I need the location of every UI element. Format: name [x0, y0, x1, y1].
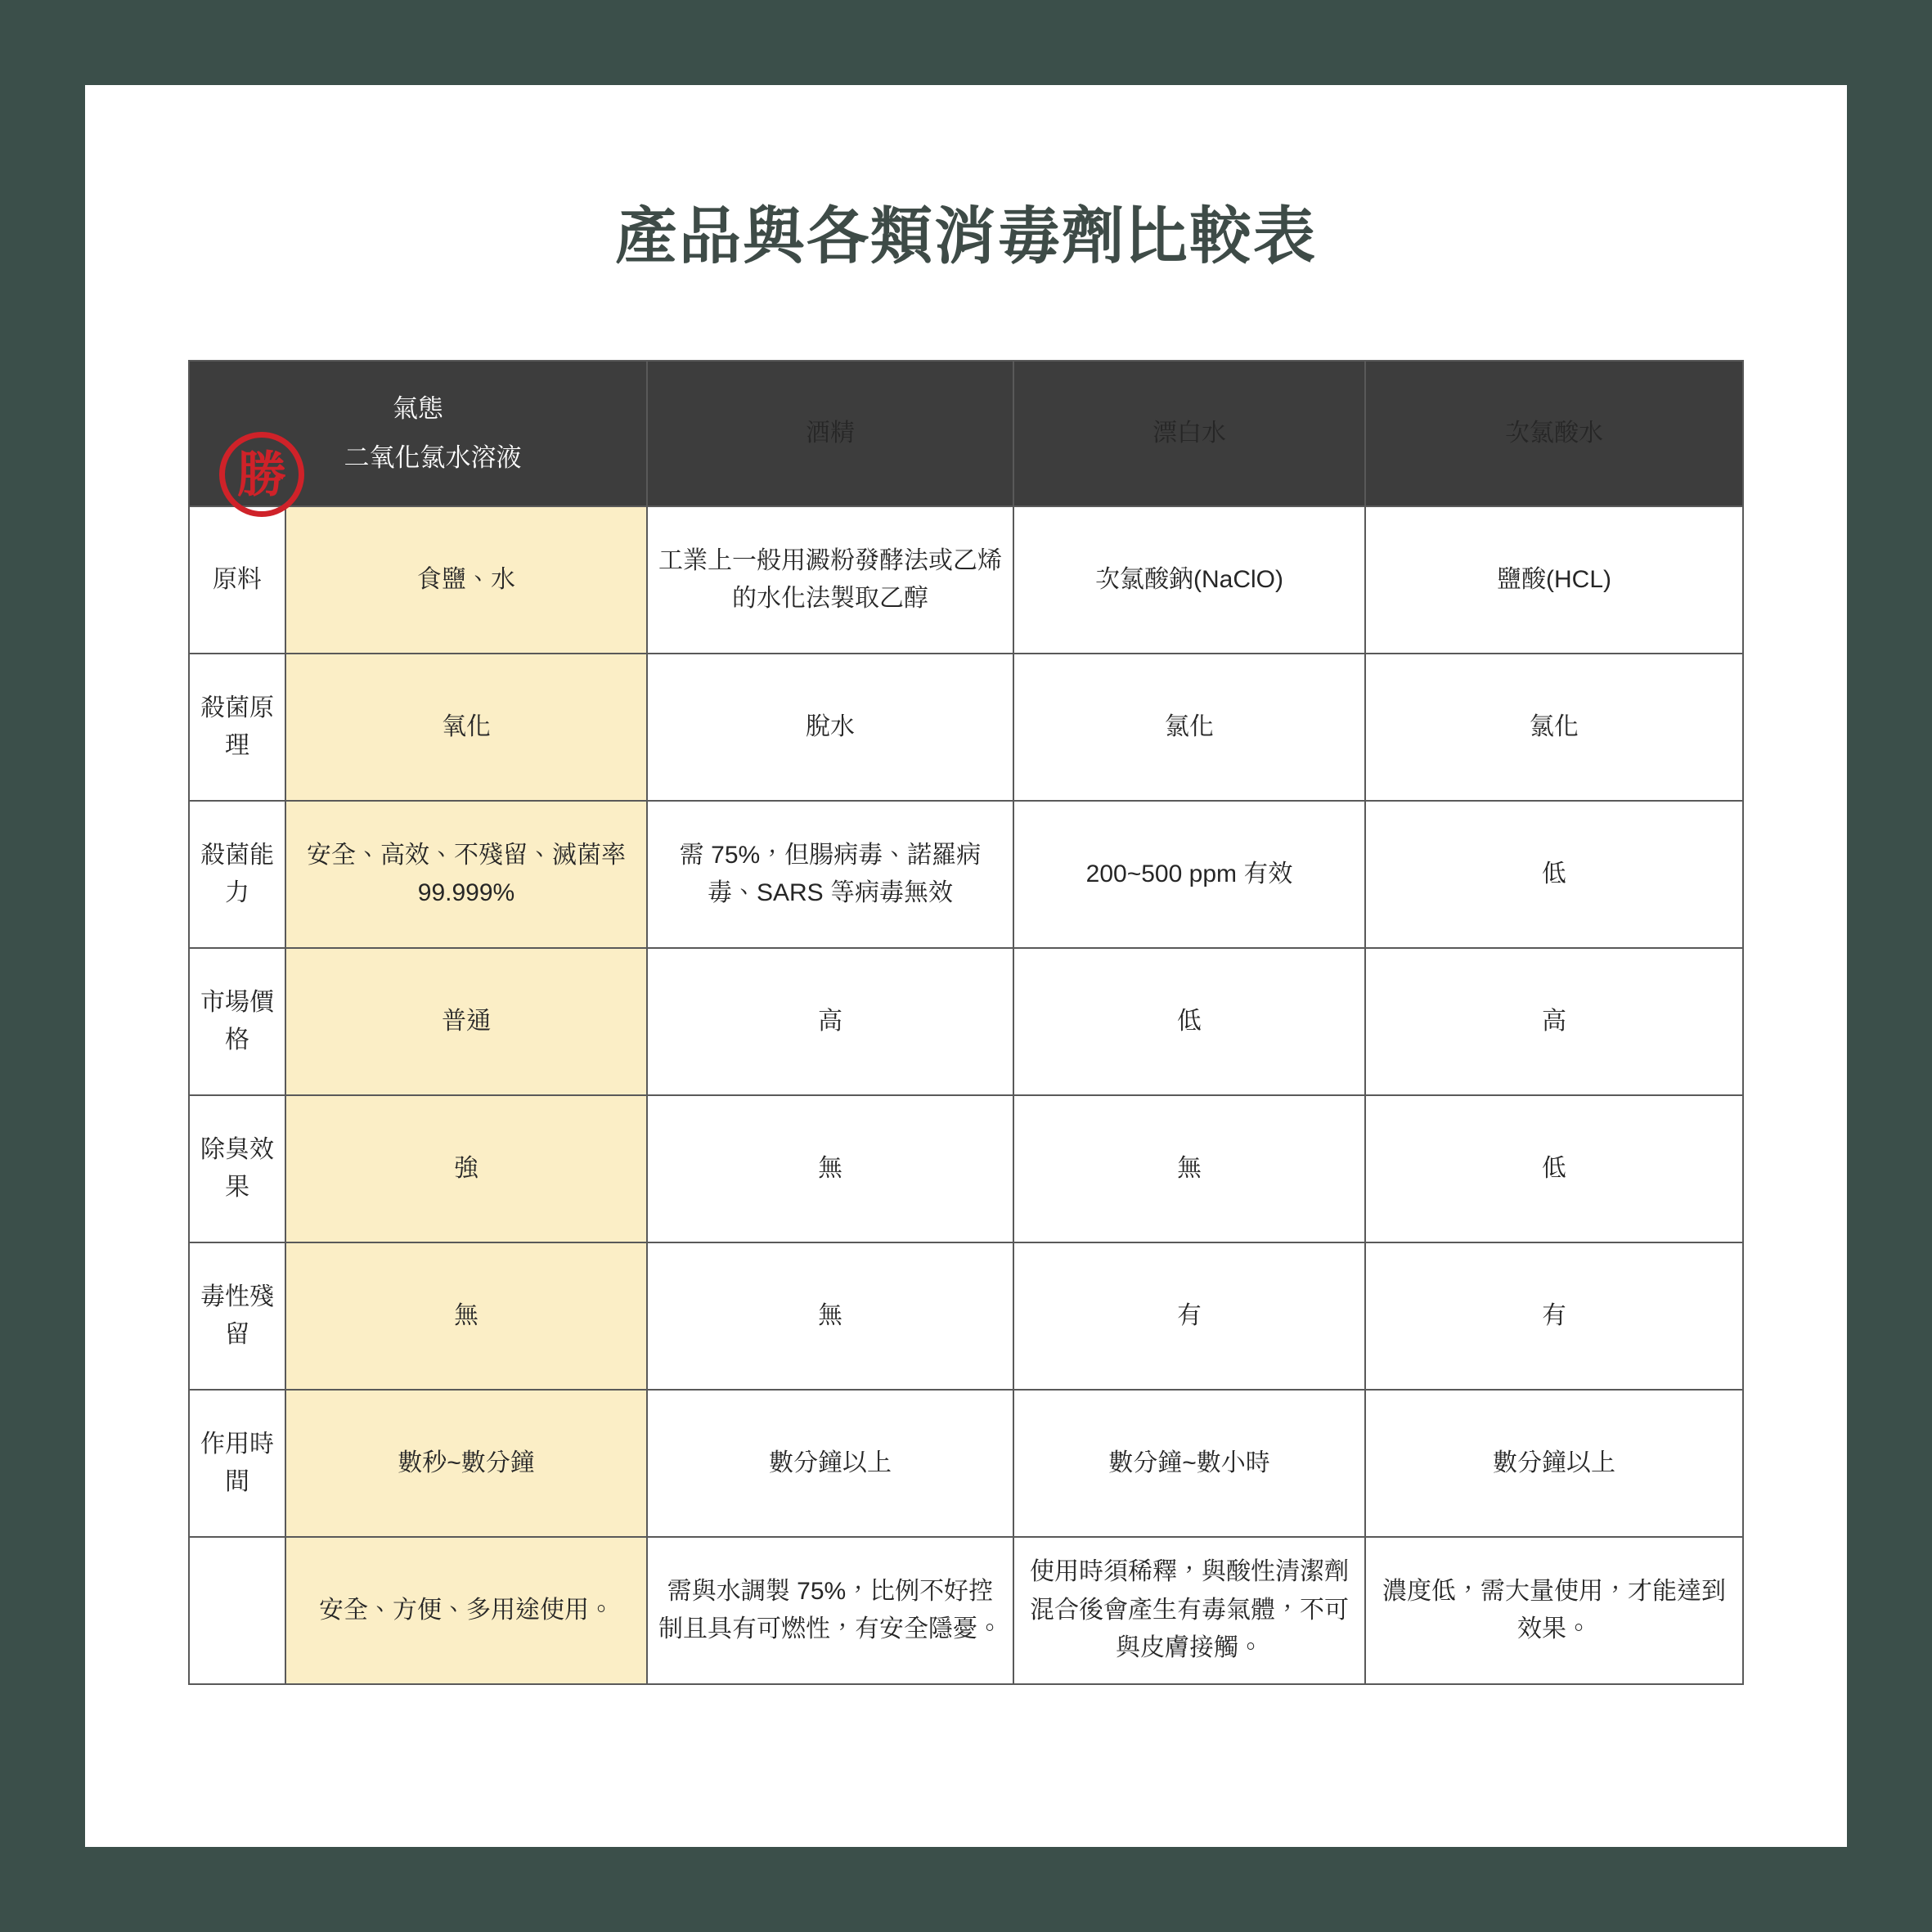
cell-notes-bleach: 使用時須稀釋，與酸性清潔劑混合後會產生有毒氣體，不可與皮膚接觸。: [1013, 1537, 1365, 1684]
cell-efficacy-bleach: 200~500 ppm 有效: [1013, 801, 1365, 948]
comparison-table-container: [188, 360, 1742, 1685]
table-row: [189, 948, 1743, 1095]
cell-deodorize-bleach: 無: [1013, 1095, 1365, 1242]
cell-material-bleach: 次氯酸鈉(NaClO): [1013, 506, 1365, 654]
header-gas-label: 氣態: [393, 394, 443, 423]
cell-time-hypochlorous: 數分鐘以上: [1365, 1390, 1743, 1537]
table-row: [189, 1390, 1743, 1537]
row-label-principle: 殺菌原理: [189, 654, 285, 801]
cell-material-product: 食鹽、水: [285, 506, 647, 654]
row-label-toxicity: 毒性殘留: [189, 1242, 285, 1390]
cell-toxicity-alcohol: 無: [647, 1242, 1013, 1390]
cell-principle-hypochlorous: 氯化: [1365, 654, 1743, 801]
cell-principle-product: 氧化: [285, 654, 647, 801]
header-cell-bleach: 漂白水: [1013, 361, 1365, 506]
row-label-price: 市場價格: [189, 948, 285, 1095]
cell-time-bleach: 數分鐘~數小時: [1013, 1390, 1365, 1537]
cell-time-alcohol: 數分鐘以上: [647, 1390, 1013, 1537]
cell-toxicity-product: 無: [285, 1242, 647, 1390]
row-label-efficacy: 殺菌能力: [189, 801, 285, 948]
cell-efficacy-product: 安全、高效、不殘留、滅菌率 99.999%: [285, 801, 647, 948]
table-row: [189, 1095, 1743, 1242]
cell-price-bleach: 低: [1013, 948, 1365, 1095]
table-row: [189, 506, 1743, 654]
cell-principle-alcohol: 脫水: [647, 654, 1013, 801]
header-cell-alcohol: 酒精: [647, 361, 1013, 506]
header-cell-hypochlorous: 次氯酸水: [1365, 361, 1743, 506]
cell-notes-hypochlorous: 濃度低，需大量使用，才能達到效果。: [1365, 1537, 1743, 1684]
cell-toxicity-hypochlorous: 有: [1365, 1242, 1743, 1390]
cell-material-hypochlorous: 鹽酸(HCL): [1365, 506, 1743, 654]
table-row: [189, 801, 1743, 948]
table-row: [189, 1242, 1743, 1390]
cell-notes-alcohol: 需與水調製 75%，比例不好控制且具有可燃性，有安全隱憂。: [647, 1537, 1013, 1684]
table-header: [189, 361, 1743, 506]
table-body: [189, 506, 1743, 1684]
header-solution-label: 二氧化氯水溶液: [344, 443, 522, 472]
cell-price-product: 普通: [285, 948, 647, 1095]
comparison-table: [188, 360, 1744, 1685]
row-label-notes: [189, 1537, 285, 1684]
cell-deodorize-product: 強: [285, 1095, 647, 1242]
row-label-deodorize: 除臭效果: [189, 1095, 285, 1242]
table-header-row: [189, 361, 1743, 506]
cell-deodorize-hypochlorous: 低: [1365, 1095, 1743, 1242]
row-label-material: 原料: [189, 506, 285, 654]
cell-principle-bleach: 氯化: [1013, 654, 1365, 801]
cell-toxicity-bleach: 有: [1013, 1242, 1365, 1390]
cell-deodorize-alcohol: 無: [647, 1095, 1013, 1242]
cell-price-alcohol: 高: [647, 948, 1013, 1095]
cell-time-product: 數秒~數分鐘: [285, 1390, 647, 1537]
cell-efficacy-alcohol: 需 75%，但腸病毒、諾羅病毒、SARS 等病毒無效: [647, 801, 1013, 948]
row-label-time: 作用時間: [189, 1390, 285, 1537]
cell-price-hypochlorous: 高: [1365, 948, 1743, 1095]
cell-material-alcohol: 工業上一般用澱粉發酵法或乙烯的水化法製取乙醇: [647, 506, 1013, 654]
winner-stamp-icon: 勝: [219, 432, 304, 517]
table-row: [189, 654, 1743, 801]
table-row: [189, 1537, 1743, 1684]
document-card: [85, 85, 1847, 1847]
page-title: 產品與各類消毒劑比較表: [615, 202, 1317, 272]
cell-efficacy-hypochlorous: 低: [1365, 801, 1743, 948]
cell-notes-product: 安全、方便、多用途使用。: [285, 1537, 647, 1684]
